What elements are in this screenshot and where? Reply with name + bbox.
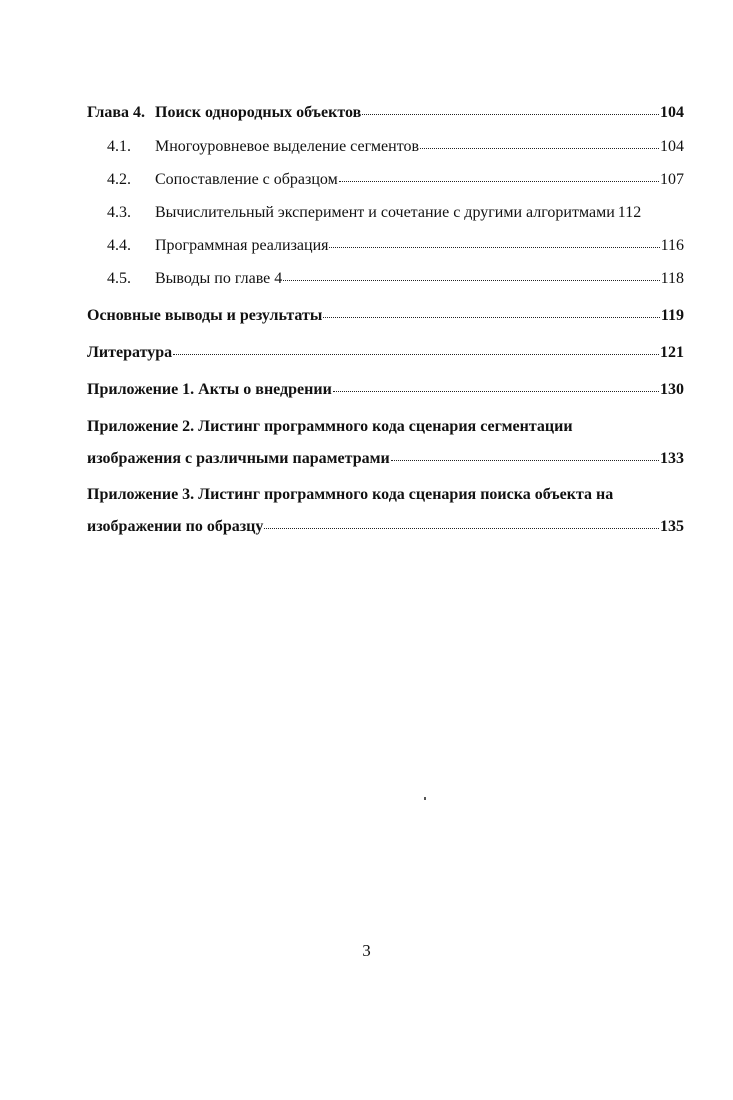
- chapter-title: Поиск однородных объектов: [155, 104, 362, 121]
- dot-leader: [264, 515, 659, 531]
- toc-entry-section-4-5[interactable]: [87, 262, 684, 295]
- dot-leader: [333, 378, 659, 394]
- page-ref: 133: [660, 450, 684, 467]
- entry-title: Литература: [87, 344, 173, 361]
- entry-title-line-2: изображения с различными параметрами: [87, 450, 390, 467]
- dot-leader: [339, 168, 659, 184]
- dot-leader: [173, 341, 659, 357]
- section-number: 4.2.: [107, 171, 131, 188]
- toc-entry-section-4-4[interactable]: [87, 229, 684, 262]
- entry-title-line-1: Приложение 2. Листинг программного кода сценария сегментации: [87, 418, 573, 435]
- section-title: Сопоставление с образцом: [155, 171, 338, 188]
- toc-entry-section-4-3[interactable]: [87, 196, 684, 229]
- table-of-contents: [87, 96, 684, 543]
- entry-title: Приложение 1. Акты о внедрении: [87, 381, 332, 398]
- section-number: 4.3.: [107, 204, 131, 221]
- dot-leader: [329, 234, 659, 250]
- toc-entry-appendix-1[interactable]: [87, 373, 684, 406]
- page-ref: 112: [617, 204, 642, 221]
- section-number: 4.1.: [107, 138, 131, 155]
- dot-leader: [323, 304, 660, 320]
- toc-entry-literature[interactable]: [87, 336, 684, 369]
- page-ref: 135: [660, 518, 684, 535]
- page-ref: 104: [660, 104, 684, 121]
- toc-entry-appendix-3[interactable]: [87, 479, 684, 543]
- toc-entry-appendix-2[interactable]: [87, 411, 684, 475]
- page-ref: 130: [660, 381, 684, 398]
- page-number: 3: [362, 941, 371, 960]
- section-number: 4.5.: [107, 270, 131, 287]
- entry-title: Основные выводы и результаты: [87, 307, 323, 324]
- page-ref: 107: [660, 171, 684, 188]
- dot-leader: [283, 267, 659, 283]
- entry-title-line-2: изображении по образцу: [87, 518, 264, 535]
- page-ref: 119: [660, 307, 684, 324]
- page-ref: 118: [660, 270, 684, 287]
- dot-leader: [391, 447, 659, 463]
- chapter-number: Глава 4.: [87, 104, 145, 121]
- toc-entry-section-4-1[interactable]: [87, 130, 684, 163]
- section-title: Программная реализация: [155, 237, 329, 254]
- section-number: 4.4.: [107, 237, 131, 254]
- dot-leader: [362, 101, 659, 117]
- section-title: Многоуровневое выделение сегментов: [155, 138, 420, 155]
- dot-leader: [420, 135, 659, 151]
- section-title: Выводы по главе 4: [155, 270, 283, 287]
- scan-speck: [424, 797, 426, 800]
- section-title: Вычислительный эксперимент и сочетание с другими алгоритмами: [155, 204, 615, 221]
- toc-entry-section-4-2[interactable]: [87, 163, 684, 196]
- toc-entry-chapter-4[interactable]: [87, 96, 684, 130]
- page-ref: 121: [660, 344, 684, 361]
- toc-entry-conclusions[interactable]: [87, 299, 684, 332]
- page-ref: 116: [660, 237, 684, 254]
- page-ref: 104: [660, 138, 684, 155]
- entry-title-line-1: Приложение 3. Листинг программного кода сценария поиска объекта на: [87, 486, 614, 503]
